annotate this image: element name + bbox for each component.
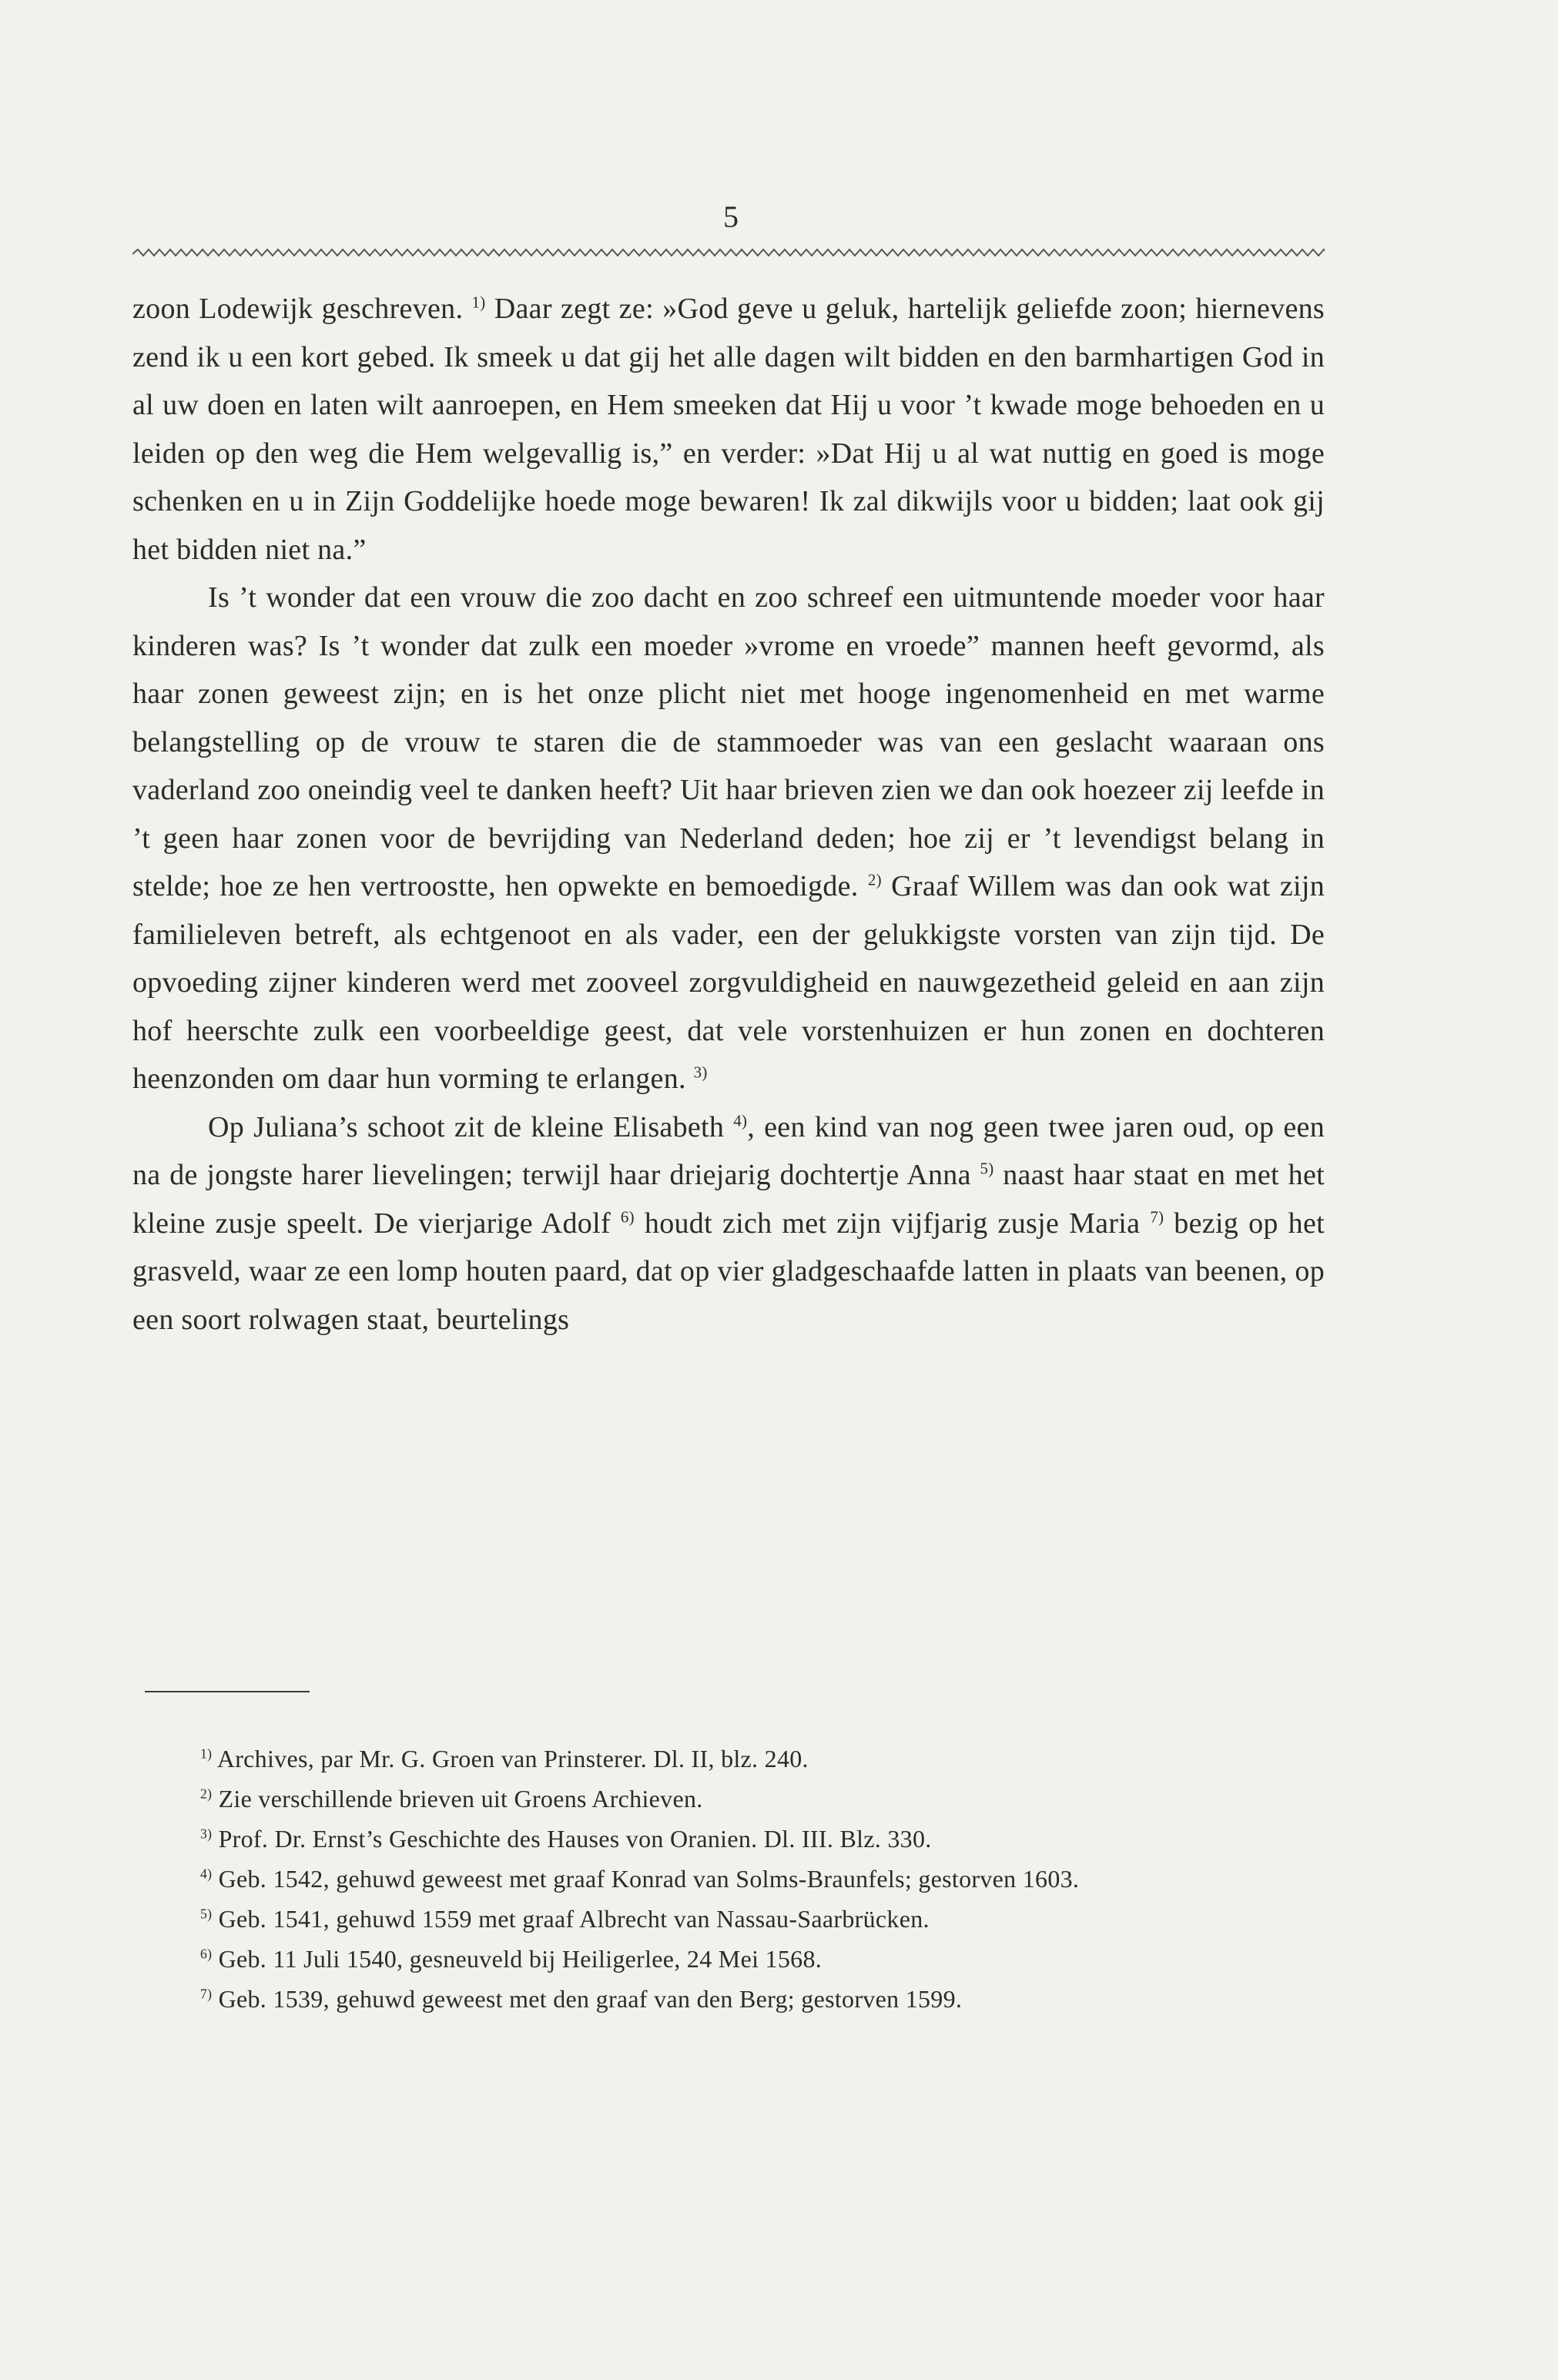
- footnote-text: Prof. Dr. Ernst’s Geschichte des Hauses von Oranien. Dl. III. Blz. 330.: [218, 1825, 932, 1853]
- footnote: [132, 1739, 1325, 1779]
- footnote-mark: 7): [200, 1986, 213, 2002]
- footnote-reference: 4): [733, 1110, 748, 1130]
- paragraph: [132, 1103, 1325, 1344]
- footnote-mark: 1): [200, 1746, 213, 1762]
- paragraph-text: houdt zich met zijn vijfjarig zusje Maria: [634, 1207, 1151, 1240]
- footnote-mark: 3): [200, 1826, 213, 1842]
- paragraph: [132, 574, 1325, 1103]
- footnote-separator: [145, 1691, 310, 1692]
- footnote-reference: 1): [471, 293, 486, 312]
- page-number: 5: [723, 199, 739, 234]
- footnote-reference: 6): [620, 1207, 635, 1226]
- paragraph: [132, 285, 1325, 574]
- footnote: [132, 1819, 1325, 1859]
- body-text: [132, 285, 1325, 1344]
- footnote-mark: 5): [200, 1906, 213, 1922]
- footnote-mark: 4): [200, 1866, 213, 1882]
- footnote-reference: 5): [980, 1159, 994, 1178]
- paragraph-text: zoon Lodewijk geschreven.: [132, 293, 472, 325]
- ornamental-wave-rule: [132, 248, 1325, 260]
- footnote-reference: 3): [693, 1063, 708, 1082]
- footnote-text: Zie verschillende brieven uit Groens Archieven.: [218, 1785, 703, 1813]
- footnote-reference: 7): [1150, 1207, 1164, 1226]
- paragraph-text: Op Juliana’s schoot zit de kleine Elisabeth: [208, 1110, 734, 1143]
- footnote-text: Geb. 1542, gehuwd geweest met graaf Konrad van Solms-Braunfels; gestorven 1603.: [218, 1865, 1080, 1893]
- paragraph-text: Graaf Willem was dan ook wat zijn familieleven betreft, als echtgenoot en als vader, een der gelukkigste vorsten van zijn tijd. De opvoeding zijner kinderen werd met zooveel zorgvuldigheid en nauwgezetheid geleid en aan zijn hof heerschte zulk een voorbeeldige geest, dat vele vorstenhuizen er hun zonen en dochteren heenzonden om daar hun vorming te erlangen.: [132, 870, 1325, 1095]
- paragraph-text: , een kind van nog geen twee jaren oud, op een na de jongste harer lievelingen; terwijl haar driejarig dochtertje Anna: [132, 1110, 1325, 1191]
- footnote-text: Geb. 1539, gehuwd geweest met den graaf van den Berg; gestorven 1599.: [218, 1985, 963, 2013]
- footnote-text: Geb. 11 Juli 1540, gesneuveld bij Heiligerlee, 24 Mei 1568.: [218, 1945, 823, 1973]
- footnote-text: Geb. 1541, gehuwd 1559 met graaf Albrecht van Nassau-Saarbrücken.: [218, 1905, 930, 1933]
- paragraph-text: naast haar staat en met het kleine zusje speelt. De vierjarige Adolf: [132, 1159, 1325, 1240]
- footnote: [132, 1979, 1325, 2019]
- paragraph-text: Is ’t wonder dat een vrouw die zoo dacht en zoo schreef een uitmuntende moeder voor haar kinderen was? Is ’t wonder dat zulk een moeder »vrome en vroede” mannen heeft gevormd, als haar zonen geweest zijn; en is het onze plicht niet met hooge ingenomenheid en met warme belangstelling op de vrouw te staren die de stammoeder was van een geslacht waaraan ons vaderland zoo oneindig veel te danken heeft? Uit haar brieven zien we dan ook hoezeer zij leefde in ’t geen haar zonen voor de bevrijding van Nederland deden; hoe zij er ’t levendigst belang in stelde; hoe ze hen vertroostte, hen opwekte en bemoedigde.: [132, 581, 1325, 902]
- footnote-mark: 2): [200, 1786, 213, 1802]
- footnote-mark: 6): [200, 1946, 213, 1962]
- footnote: [132, 1779, 1325, 1819]
- footnote-reference: 2): [867, 870, 882, 889]
- footnote: [132, 1899, 1325, 1939]
- footnotes: [132, 1739, 1325, 2019]
- footnote-text: Archives, par Mr. G. Groen van Prinsterer. Dl. II, blz. 240.: [216, 1745, 809, 1772]
- paragraph-text: Daar zegt ze: »God geve u geluk, hartelijk geliefde zoon; hiernevens zend ik u een kort gebed. Ik smeek u dat gij het alle dagen wilt bidden en den barmhartigen God in al uw doen en laten wilt aanroepen, en Hem smeeken dat Hij u voor ’t kwade moge behoeden en u leiden op den weg die Hem welgevallig is,” en verder: »Dat Hij u al wat nuttig en goed is moge schenken en u in Zijn Goddelijke hoede moge bewaren! Ik zal dikwijls voor u bidden; laat ook gij het bidden niet na.”: [132, 293, 1325, 566]
- footnote: [132, 1939, 1325, 1979]
- paragraph-text: bezig op het grasveld, waar ze een lomp houten paard, dat op vier gladgeschaafde latten in plaats van beenen, op een soort rolwagen staat, beurtelings: [132, 1207, 1325, 1336]
- footnote: [132, 1859, 1325, 1899]
